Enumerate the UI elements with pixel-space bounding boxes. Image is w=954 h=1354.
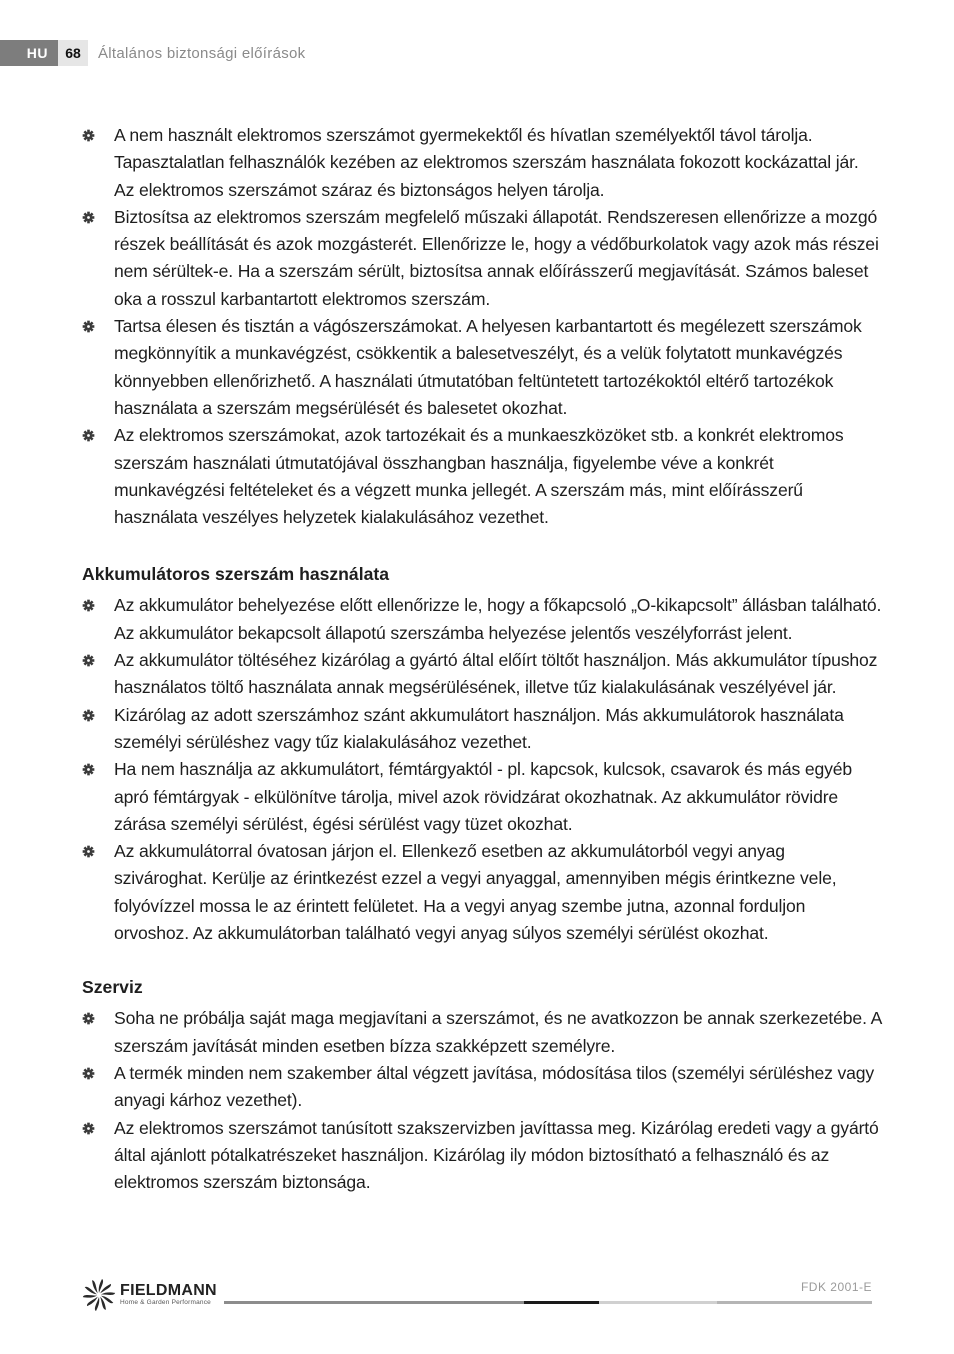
service-bullet-list [82, 1005, 882, 1196]
list-item [82, 1060, 882, 1115]
page-header [0, 40, 305, 66]
list-item-text: Biztosítsa az elektromos szerszám megfelelő műszaki állapotát. Rendszeresen ellenőrizze a mozgó részek beállítását és azok mozgásterét. Ellenőrizze le, hogy a védőburkolatok vagy azok más részei nem sérültek-e. Ha a szerszám sérült, biztosítsa annak előírásszerű megjavítását. Számos baleset oka a rosszul karbantartott elektromos szerszám. [114, 206, 879, 309]
language-badge: HU [0, 40, 58, 66]
page-content [82, 122, 882, 1196]
list-item [82, 122, 882, 204]
battery-bullet-list [82, 592, 882, 947]
gear-bullet-icon [82, 211, 95, 224]
list-item-text: Az elektromos szerszámot tanúsított szakszervizben javíttassa meg. Kizárólag eredeti vagy a gyártó által ajánlott pótalkatrészeket használjon. Kizárólag ily módon biztosítható a felhasználó és az elektromos szerszám biztonsága. [114, 1117, 879, 1193]
fan-swirl-icon [82, 1278, 116, 1312]
list-item [82, 313, 882, 422]
list-item [82, 1005, 882, 1060]
page-footer [0, 1270, 954, 1330]
list-item [82, 592, 882, 647]
footer-rule-segment [599, 1301, 717, 1304]
list-item-text: A nem használt elektromos szerszámot gyermekektől és hívatlan személyektől távol tárolja. Tapasztalatlan felhasználók kezében az elektromos szerszám használata fokozott kockázattal jár. Az elektromos szerszámot száraz és biztonságos helyen tárolja. [114, 125, 859, 200]
page-number: 68 [58, 40, 88, 66]
footer-rule-segment [524, 1301, 599, 1304]
service-section-heading: Szerviz [82, 977, 143, 998]
list-item-text: Az akkumulátorral óvatosan járjon el. Ellenkező esetben az akkumulátorból vegyi anyag szivároghat. Kerülje az érintkezést ezzel a vegyi anyaggal, amennyiben mégis érintkezne vele, folyóvízzel mossa le az érintett felületet. Ha a vegyi anyag szembe jutna, azonnal forduljon orvoshoz. Az akkumulátorban található vegyi anyag súlyos személyi sérülést okozhat. [114, 841, 837, 944]
list-item [82, 204, 882, 313]
list-item [82, 422, 882, 531]
list-item-text: Az akkumulátor behelyezése előtt ellenőrizze le, hogy a főkapcsoló „O-kikapcsolt” állásban található. Az akkumulátor bekapcsolt állapotú szerszámba helyezése jelentős veszélyforrást jelent. [114, 595, 882, 643]
brand-tagline: Home & Garden Performance [120, 1299, 211, 1306]
list-item-text: Ha nem használja az akkumulátort, fémtárgyaktól - pl. kapcsok, kulcsok, csavarok és más egyéb apró fémtárgyak - elkülönítve tárolja, mivel azok rövidzárat okozhatnak. Az akkumulátor rövidre zárása személyi sérülést, égési sérülést vagy tüzet okozhat. [114, 759, 853, 834]
list-item-text: Soha ne próbálja saját maga megjavítani a szerszámot, és ne avatkozzon be annak szerkezetébe. A szerszám javítását minden esetben bízza szakképzett személyre. [114, 1008, 882, 1056]
list-item-text: A termék minden nem szakember által végzett javítása, módosítása tilos (személyi sérüléshez vagy anyagi kárhoz vezethet). [114, 1062, 875, 1111]
footer-rule-segment [224, 1301, 524, 1304]
list-item-text: Az elektromos szerszámokat, azok tartozékait és a munkaeszközöket stb. a konkrét elektromos szerszám használati útmutatójával összhangban használja, figyelembe véve a konkrét munkavégzési feltételeket és a végzett munka jellegét. A szerszám más, mint előírásszerű használata veszélyes helyzetek kialakulásához vezethet. [114, 425, 844, 528]
gear-bullet-icon [82, 599, 95, 612]
list-item [82, 647, 882, 702]
intro-bullet-list [82, 122, 882, 531]
section-title: Általános biztonsági előírások [98, 44, 306, 62]
footer-rule-segment [717, 1301, 872, 1304]
gear-bullet-icon [82, 320, 95, 333]
list-item [82, 1115, 882, 1197]
list-item-text: Kizárólag az adott szerszámhoz szánt akkumulátort használjon. Más akkumulátorok használata személyi sérüléshez vagy tűz kialakulásához vezethet. [114, 704, 844, 752]
list-item [82, 702, 882, 757]
list-item-text: Az akkumulátor töltéséhez kizárólag a gyártó által előírt töltőt használjon. Más akkumulátor típushoz használatos töltő használata annak megsérülésének, illetve tűz kialakulásának veszélyével jár. [114, 650, 878, 698]
gear-bullet-icon [82, 654, 95, 667]
model-number: FDK 2001-E [800, 1280, 872, 1294]
gear-bullet-icon [82, 129, 95, 142]
gear-bullet-icon [82, 1012, 95, 1025]
gear-bullet-icon [82, 1067, 95, 1080]
gear-bullet-icon [82, 1122, 95, 1135]
gear-bullet-icon [82, 429, 95, 442]
gear-bullet-icon [82, 763, 95, 776]
brand-logo [82, 1278, 217, 1312]
battery-section-heading: Akkumulátoros szerszám használata [82, 564, 390, 585]
gear-bullet-icon [82, 845, 95, 858]
gear-bullet-icon [82, 709, 95, 722]
list-item-text: Tartsa élesen és tisztán a vágószerszámokat. A helyesen karbantartott és megélezett szerszámok megkönnyítik a munkavégzést, csökkentik a balesetveszélyt, és a velük folytatott munkavégzés könnyebben ellenőrizhető. A használati útmutatóban feltüntetett tartozékoktól eltérő tartozékok használata a szerszám megsérülését és balesetet okozhat. [114, 316, 862, 418]
list-item [82, 756, 882, 838]
brand-name: FIELDMANN [120, 1282, 217, 1299]
list-item [82, 838, 882, 947]
